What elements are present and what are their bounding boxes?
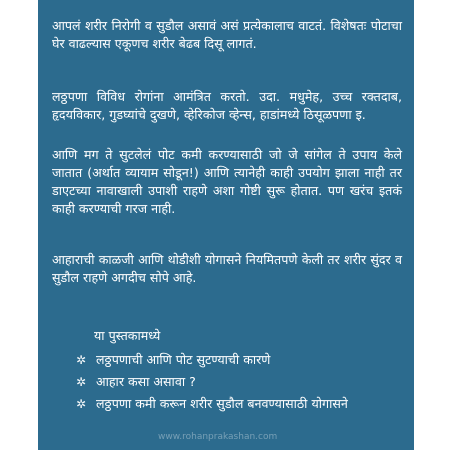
contents-heading: या पुस्तकामध्ये	[94, 328, 161, 343]
contents-list	[76, 351, 402, 417]
paragraph-intro: आपलं शरीर निरोगी व सुडौल असावं असं प्रत्येकालाच वाटतं. विशेषतः पोटाचा घेर वाढल्यास एकूणच शरीर बेढब दिसू लागतं.	[52, 18, 402, 51]
list-item-text: लठ्ठपणाची आणि पोट सुटण्याची कारणे	[96, 352, 271, 367]
list-item	[76, 373, 402, 391]
list-item-text: लठ्ठपणा कमी करून शरीर सुडौल बनवण्यासाठी योगासने	[96, 396, 348, 411]
asterisk-bullet-icon: ✲	[76, 375, 87, 389]
paragraph-remedies: आणि मग ते सुटलेलं पोट कमी करण्यासाठी जो जे सांगेल ते उपाय केले जातात (अर्थात व्यायाम सोडून!) आणि त्यानेही काही उपयोग झाला नाही तर डाएटच्या नावाखाली उपाशी राहणे अशा गोष्टी सुरू होतात. पण खरंच इतकं काही करण्याची गरज नाही.	[52, 147, 402, 216]
paragraph-solution: आहाराची काळजी आणि थोडीशी योगासने नियमितपणे केली तर शरीर सुंदर व सुडौल राहणे अगदीच सोपे आहे.	[52, 252, 402, 285]
back-cover	[38, 0, 414, 450]
list-item	[76, 351, 402, 369]
asterisk-bullet-icon: ✲	[76, 397, 87, 411]
list-item-text: आहार कसा असावा ?	[96, 374, 196, 389]
watermark: www.rohanprakashan.com	[158, 432, 278, 442]
paragraph-diseases: लठ्ठपणा विविध रोगांना आमंत्रित करतो. उदा. मधुमेह, उच्च रक्तदाब, हृदयविकार, गुडघ्यांचे दुखणे, व्हेरिकोज व्हेन्स, हाडांमध्ये ठिसूळपणा इ.	[52, 89, 402, 122]
list-item	[76, 395, 402, 413]
asterisk-bullet-icon: ✲	[76, 353, 87, 367]
